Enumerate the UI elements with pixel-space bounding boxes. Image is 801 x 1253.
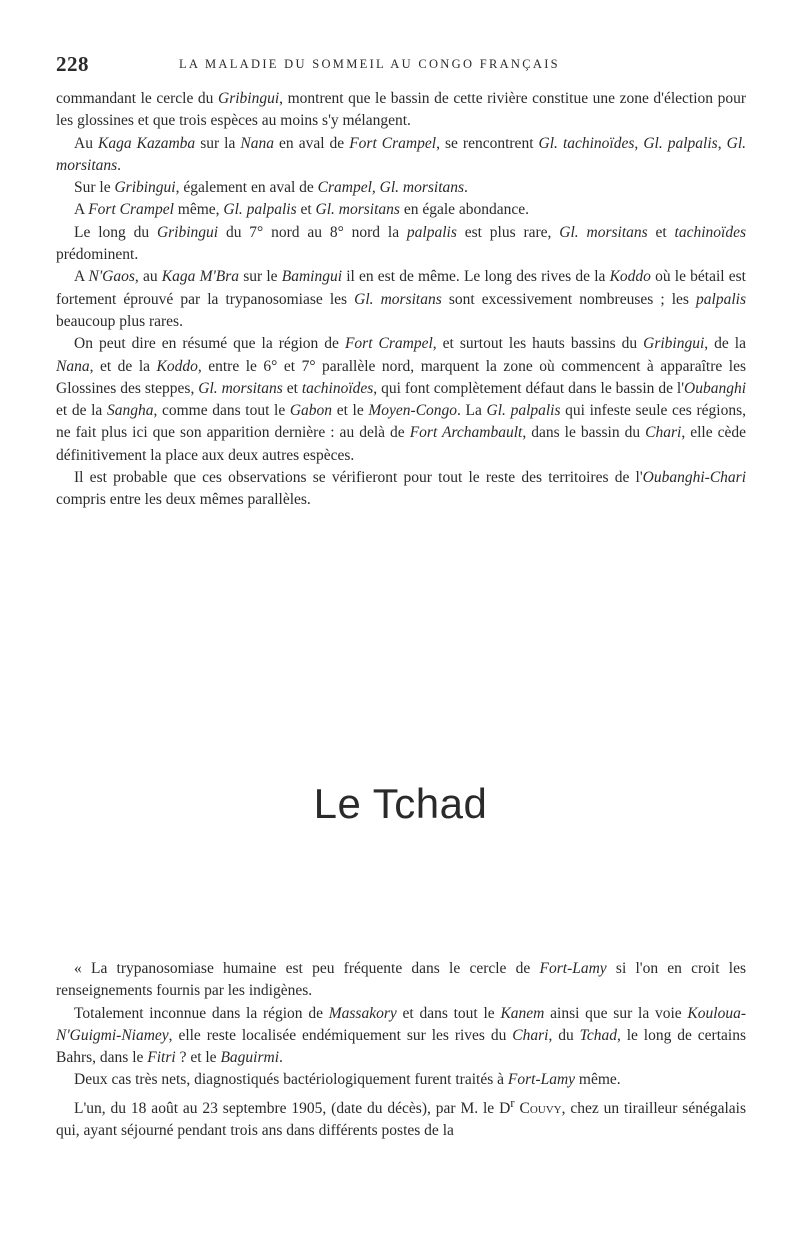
running-head [56,52,746,76]
text-run: Totalement inconnue dans la région de [74,1004,329,1022]
italic-run: Gribingui [156,223,219,241]
paragraph [56,333,746,467]
italic-run: Gl. tachinoïdes [538,134,635,152]
italic-run: Koddo [156,357,198,375]
italic-run: Kaga Kazamba [97,134,196,152]
italic-run: tachinoïdes [674,223,747,241]
text-run: qui infeste seule ces régions, ne fait plus ici que son apparition dernière : au delà de [56,402,746,442]
paragraph [56,1003,746,1070]
italic-run: Sangha [106,402,154,420]
page-number: 228 [56,52,89,76]
text-run: , [371,179,380,197]
text-run: , se rencontrent [436,134,539,152]
paragraph [56,1069,746,1091]
paragraph [56,266,746,333]
text-run: « La trypanosomiase humaine est peu fréquente dans le cercle de [74,960,540,977]
text-run: Il est probable que ces observations se vérifieront pour tout le reste des territoires de l' [74,469,643,487]
text-run: du 7° nord au 8° nord la [218,223,407,241]
text-run: prédominent. [56,246,139,264]
text-run: , de la [704,335,746,353]
paragraph [56,133,746,178]
italic-run: Fort-Lamy [507,1071,576,1089]
text-run: commandant le cercle du [56,90,218,107]
text-run: , comme dans tout le [153,402,290,420]
italic-run: Gl. morsitans [559,223,648,241]
text-run: en égale abondance. [399,201,530,219]
italic-run: Gl. morsitans [198,379,283,397]
italic-run: Gribingui [218,90,280,107]
text-run: Deux cas très nets, diagnostiqués bactériologiquement furent traités à [74,1071,508,1089]
text-run: On peut dire en résumé que la région de [74,335,345,353]
text-run: est plus rare, [456,223,560,241]
italic-run: Koddo [609,268,651,286]
paragraph [56,177,746,199]
text-run: et de la [56,402,107,420]
italic-run: Kanem [500,1004,545,1022]
text-run: , chez un tirailleur sénégalais qui, ayant séjourné pendant trois ans dans différents postes de la [56,1099,746,1140]
italic-run: Fort Crampel [344,335,433,353]
italic-run: Fort-Lamy [539,960,607,977]
italic-run: Fitri [147,1049,176,1067]
italic-run: Gl. palpalis [643,134,718,152]
text-run: , au [134,268,162,286]
italic-run: Kouloua-N'Guigmi-Niamey [56,1004,746,1044]
text-run: si l'on en croit les renseignements fournis par les indigènes. [56,960,746,1000]
italic-run: Gl. morsitans [379,179,465,197]
text-run: , elle reste localisée endémiquement sur les rives du [168,1026,513,1044]
italic-run: Gl. morsitans [354,290,442,308]
italic-run: Tchad [579,1026,617,1044]
italic-run: Oubanghi-Chari [642,469,746,487]
paragraph [56,199,746,221]
running-title: LA MALADIE DU SOMMEIL AU CONGO FRANÇAIS [179,57,560,71]
paragraph [56,958,746,1003]
text-run: , elle cède définitivement la place aux deux autres espèces. [56,424,746,464]
italic-run: Gribingui [643,335,705,353]
text-run: et [282,379,302,397]
text-run: , dans le bassin du [522,424,646,442]
italic-run: Crampel [317,179,372,197]
italic-run: Gl. morsitans [56,134,746,174]
paragraph [56,88,746,133]
paragraph [56,222,746,267]
italic-run: palpalis [406,223,457,241]
paragraph [56,1092,746,1143]
text-run: , entre le 6° et 7° parallèle nord, marquent la zone où commencent à apparaître les Glossines des steppes, [56,357,746,397]
italic-run: Gabon [289,402,333,420]
text-run: Sur le [74,179,115,197]
italic-run: Kaga M'Bra [161,268,240,286]
text-run: . [464,179,468,197]
text-run: sur la [195,134,241,152]
text-run: sont excessivement nombreuses ; les [441,290,697,308]
text-run: même, [173,201,224,219]
text-run: , et surtout les hauts bassins du [432,335,644,353]
italic-run: Bamingui [281,268,343,286]
text-run: A [74,201,89,219]
text-run: , et de la [89,357,157,375]
text-run: , également en aval de [175,179,318,197]
paragraph [56,467,746,512]
text-run: , [634,134,644,152]
text-run: compris entre les deux mêmes parallèles. [56,491,311,509]
body-text-top [56,88,746,512]
italic-run: Gl. palpalis [223,201,297,219]
text-run: beaucoup plus rares. [56,312,183,330]
italic-run: Fort Crampel [88,201,174,219]
text-run: ? et le [175,1049,221,1067]
italic-run: Gribingui [114,179,176,197]
text-run: il en est de même. Le long des rives de la [342,268,610,286]
text-run: ainsi que sur la voie [544,1004,688,1022]
italic-run: Nana [240,134,274,152]
italic-run: Fort Archambault [409,424,523,442]
italic-run: N'Gaos [88,268,135,286]
italic-run: Chari [645,424,682,442]
italic-run: Massakory [328,1004,397,1022]
italic-run: Moyen-Congo [368,402,458,420]
text-run: , le long de certains Bahrs, dans le [56,1026,746,1067]
text-run: , [717,134,727,152]
text-run: . La [457,402,487,420]
italic-run: Gl. palpalis [486,402,561,420]
body-text-bottom [56,958,746,1143]
italic-run: Oubanghi [684,379,747,397]
text-run: , du [548,1026,580,1044]
italic-run: palpalis [696,290,746,308]
italic-run: Chari [512,1026,549,1044]
italic-run: Baguirmi [220,1049,280,1067]
italic-run: Gl. morsitans [315,201,400,219]
italic-run: tachinoïdes [301,379,374,397]
small-caps-run: Couvy [519,1099,562,1117]
italic-run: Nana [56,357,90,375]
text-run: . [117,156,122,174]
text-run: en aval de [274,134,350,152]
text-run: même. [575,1071,621,1089]
text-run: où le bétail est fortement éprouvé par la trypanosomiase les [56,268,746,308]
text-run: Au [74,134,98,152]
text-run: L'un, du 18 août au 23 septembre 1905, (date du décès), par M. le D [74,1099,511,1117]
italic-run: Fort Crampel [349,134,437,152]
section-heading: Le Tchad [313,780,488,827]
text-run: et [647,223,675,241]
text-run: sur le [239,268,282,286]
text-run: et dans tout le [396,1004,501,1022]
text-run: . [279,1049,283,1067]
text-run: , montrent que le bassin de cette rivière constitue une zone d'élection pour les glossines et que trois espèces au moins s'y mélangent. [56,90,747,130]
superscript-run: r [510,1094,515,1110]
text-run: et [296,201,316,219]
text-run: , qui font complètement défaut dans le bassin de l' [373,379,685,397]
text-run: A [74,268,89,286]
text-run: et le [332,402,369,420]
text-run: Le long du [74,223,157,241]
